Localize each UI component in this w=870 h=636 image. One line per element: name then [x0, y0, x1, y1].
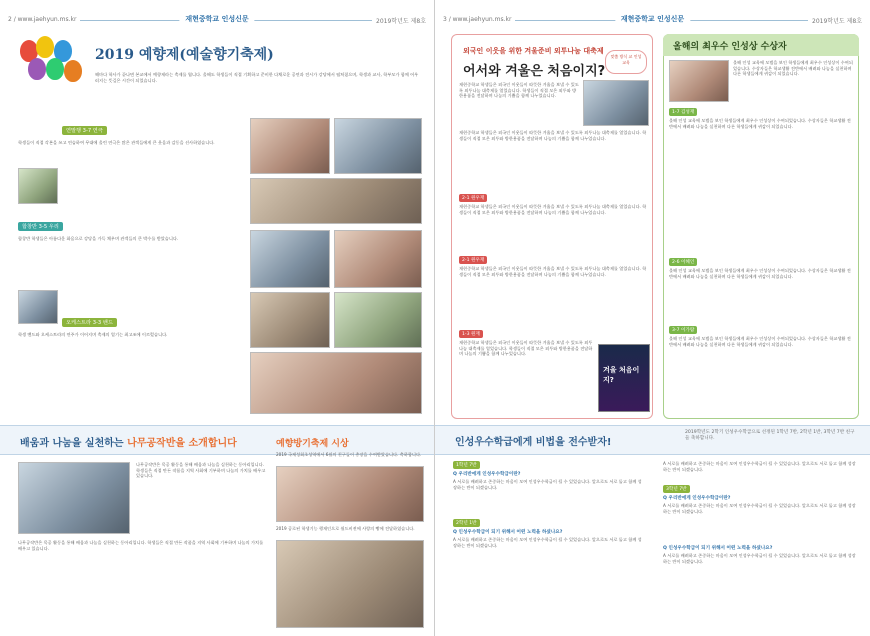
issue-date: 2019학년도 제8호	[372, 16, 426, 25]
festival-intro: 해마다 학사가 끝나면 본교에서 예향제라는 축제를 엽니다. 올해도 학생들이 직접 기획하고 준비한 다채로운 공연과 전시가 강당에서 펼쳐졌으며, 학생과 교사, 학부모가 함께 어우러지는 뜻깊은 시간이 되었습니다.	[95, 72, 419, 83]
sharing-title: 배움과 나눔을 실천하는 나무공작반을 소개합니다	[20, 438, 237, 449]
student-tag: 3-7 이가람	[669, 326, 697, 334]
coat-sharing-text: 재현중학교 학생들은 외국인 이웃들이 따뜻한 겨울을 보낼 수 있도록 외투나눔 대축제를 열었습니다. 학생들이 직접 모은 외투와 방한용품을 전달하며 나눔의 기쁨을 함께 나누었습니다.	[459, 340, 593, 357]
class-tag: 2학년 1반	[453, 519, 480, 527]
coat-sharing-text: 재현중학교 학생들은 외국인 이웃들이 따뜻한 겨울을 보낼 수 있도록 외투나눔 대축제를 열었습니다. 학생들이 직접 모은 외투와 방한용품을 전달하며 나눔의 기쁨을 함께 나누었습니다.	[459, 266, 647, 277]
photo	[334, 118, 422, 174]
event-poster: 겨울 처음이지?	[598, 344, 650, 412]
answer: A 서로를 배려하고 존중하는 마음이 모여 인성우수학급이 될 수 있었습니다. 앞으로도 서로 돕고 함께 성장하는 반이 되겠습니다.	[663, 553, 856, 564]
page-number: 3 / www.jaehyun.ms.kr	[443, 16, 515, 23]
award-text: 올해 인성 교육에 모범을 보인 학생들에게 최우수 인성상이 수여되었습니다. 수상자들은 학교생활 전반에서 배려와 나눔을 실천하며 다른 학생들에게 귀감이 되었습니다.	[669, 268, 851, 279]
section-tag: 합창반 3-5 우리	[18, 222, 63, 231]
section-text: 합창반 학생들은 아름다운 화음으로 강당을 가득 채우며 관객들의 큰 박수를 받았습니다.	[18, 236, 179, 241]
award-text: 올해 인성 교육에 모범을 보인 학생들에게 최우수 인성상이 수여되었습니다. 수상자들은 학교생활 전반에서 배려와 나눔을 실천하며 다른 학생들에게 귀감이 되었습니다.	[669, 118, 851, 129]
page-header	[0, 14, 434, 28]
class-section-note: 2019학년도 2학기 인성우수학급으로 선정된 1학년 7반, 2학년 1반, 3학년 7반 친구들 축하합니다.	[685, 430, 855, 441]
page-number: 2 / www.jaehyun.ms.kr	[8, 16, 80, 23]
page-header	[435, 14, 870, 28]
class-tag: 3학년 7반	[663, 485, 690, 493]
photo	[250, 178, 422, 224]
award-header: 올해의 최우수 인성상 수상자	[663, 34, 859, 56]
section-text: 학생들이 직접 각본을 쓰고 연습하여 무대에 올린 연극은 많은 관객들에게 큰 웃음과 감동을 선사하였습니다.	[18, 140, 215, 145]
question: Q 우리반에게 인성우수학급이란?	[453, 472, 521, 477]
sharing-section-bar	[0, 425, 435, 455]
photo	[276, 540, 424, 628]
award-title: 예향방기축제 시상	[276, 439, 349, 449]
student-tag: 1-7 김성재	[669, 108, 697, 116]
festival-title: 2019 예향제(예술향기축제)	[95, 47, 274, 63]
photo	[250, 230, 330, 288]
section-tag: 오케스트라 3-3 밴드	[62, 318, 117, 327]
issue-date: 2019학년도 제8호	[808, 16, 862, 25]
speech-bubble: 맞춤 방식 교 인성 교육	[605, 50, 647, 74]
class-section-title: 인성우수학급에게 비법을 전수받자!	[455, 437, 612, 448]
sharing-text: 나무공작반은 목공 활동을 통해 배움과 나눔을 실천하는 동아리입니다. 학생들은 직접 만든 작품을 지역 사회에 기부하며 나눔의 가치를 배우고 있습니다.	[18, 540, 264, 551]
coat-sharing-text: 재현중학교 학생들은 외국인 이웃들이 따뜻한 겨울을 보낼 수 있도록 외투나눔 대축제를 열었습니다. 학생들이 직접 모은 외투와 방한용품을 전달하며 나눔의 기쁨을 함께 나누었습니다.	[459, 82, 579, 99]
coat-sharing-subtitle: 외국인 이웃을 위한 겨울준비 외투나눔 대축제	[463, 47, 604, 55]
paper-title: 재현중학교 인성신문	[179, 14, 254, 24]
balloons-icon	[16, 36, 86, 106]
coat-sharing-text: 재현중학교 학생들은 외국인 이웃들이 따뜻한 겨울을 보낼 수 있도록 외투나눔 대축제를 열었습니다. 학생들이 직접 모은 외투와 방한용품을 전달하며 나눔의 기쁨을 함께 나누었습니다.	[459, 204, 647, 215]
award-caption: 2019 공로된 학생기능 행재인으로 월드비젼에 사랑의 빵에 전달하였습니다.	[276, 526, 415, 531]
photo	[250, 352, 422, 414]
section-text: 학생 밴드와 오케스트라의 연주가 이어지며 축제의 열기는 최고조에 이르렀습니다.	[18, 332, 168, 337]
question: Q 우리반에게 인성우수학급이란?	[663, 496, 731, 501]
award-text: 올해 인성 교육에 모범을 보인 학생들에게 최우수 인성상이 수여되었습니다. 수상자들은 학교생활 전반에서 배려와 나눔을 실천하며 다른 학생들에게 귀감이 되었습니다.	[669, 336, 851, 347]
photo	[250, 292, 330, 348]
coat-sharing-text: 재현중학교 학생들은 외국인 이웃들이 따뜻한 겨울을 보낼 수 있도록 외투나눔 대축제를 열었습니다. 학생들이 직접 모은 외투와 방한용품을 전달하며 나눔의 기쁨을 함께 나누었습니다.	[459, 130, 647, 141]
answer: A 서로를 배려하고 존중하는 마음이 모여 인성우수학급이 될 수 있었습니다. 앞으로도 서로 돕고 함께 성장하는 반이 되겠습니다.	[663, 503, 856, 514]
photo	[583, 80, 649, 126]
student-tag: 2-6 이혜인	[669, 258, 697, 266]
student-tag: 2-1 원우재	[459, 256, 487, 264]
photo	[18, 290, 58, 324]
answer: A 서로를 배려하고 존중하는 마음이 모여 인성우수학급이 될 수 있었습니다. 앞으로도 서로 돕고 함께 성장하는 반이 되겠습니다.	[453, 537, 642, 548]
photo	[18, 168, 58, 204]
coat-sharing-title: 어서와 겨울은 처음이지?	[463, 64, 606, 79]
sharing-text: 나무공작반은 목공 활동을 통해 배움과 나눔을 실천하는 동아리입니다. 학생들은 직접 만든 작품을 지역 사회에 기부하며 나눔의 가치를 배우고 있습니다.	[136, 462, 266, 479]
photo	[334, 230, 422, 288]
answer: A 서로를 배려하고 존중하는 마음이 모여 인성우수학급이 될 수 있었습니다. 앞으로도 서로 돕고 함께 성장하는 반이 되겠습니다.	[663, 461, 856, 472]
question: Q 인성우수학급이 되기 위해서 어떤 노력을 하셨나요?	[663, 546, 773, 551]
paper-title: 재현중학교 인성신문	[615, 14, 690, 24]
student-tag: 1-3 원재	[459, 330, 483, 338]
class-section	[435, 425, 870, 636]
photo	[18, 462, 130, 534]
photo	[276, 466, 424, 522]
answer: A 서로를 배려하고 존중하는 마음이 모여 인성우수학급이 될 수 있었습니다. 앞으로도 서로 돕고 함께 성장하는 반이 되겠습니다.	[453, 479, 642, 490]
newsletter-page-right	[435, 0, 870, 636]
question: Q 인성우수학급이 되기 위해서 어떤 노력을 하셨나요?	[453, 530, 563, 535]
photo	[250, 118, 330, 174]
award-caption: 2019 국제성회초성역에서 6월의 친구들이 총장을 수여받았습니다. 축하합니다.	[276, 452, 422, 457]
photo	[669, 60, 729, 102]
student-tag: 2-1 원우재	[459, 194, 487, 202]
award-text: 올해 인성 교육에 모범을 보인 학생들에게 최우수 인성상이 수여되었습니다. 수상자들은 학교생활 전반에서 배려와 나눔을 실천하며 다른 학생들에게 귀감이 되었습니다.	[733, 60, 853, 77]
section-tag: 연말행 3-7 연극	[62, 126, 107, 135]
photo	[334, 292, 422, 348]
class-tag: 1학년 7반	[453, 461, 480, 469]
